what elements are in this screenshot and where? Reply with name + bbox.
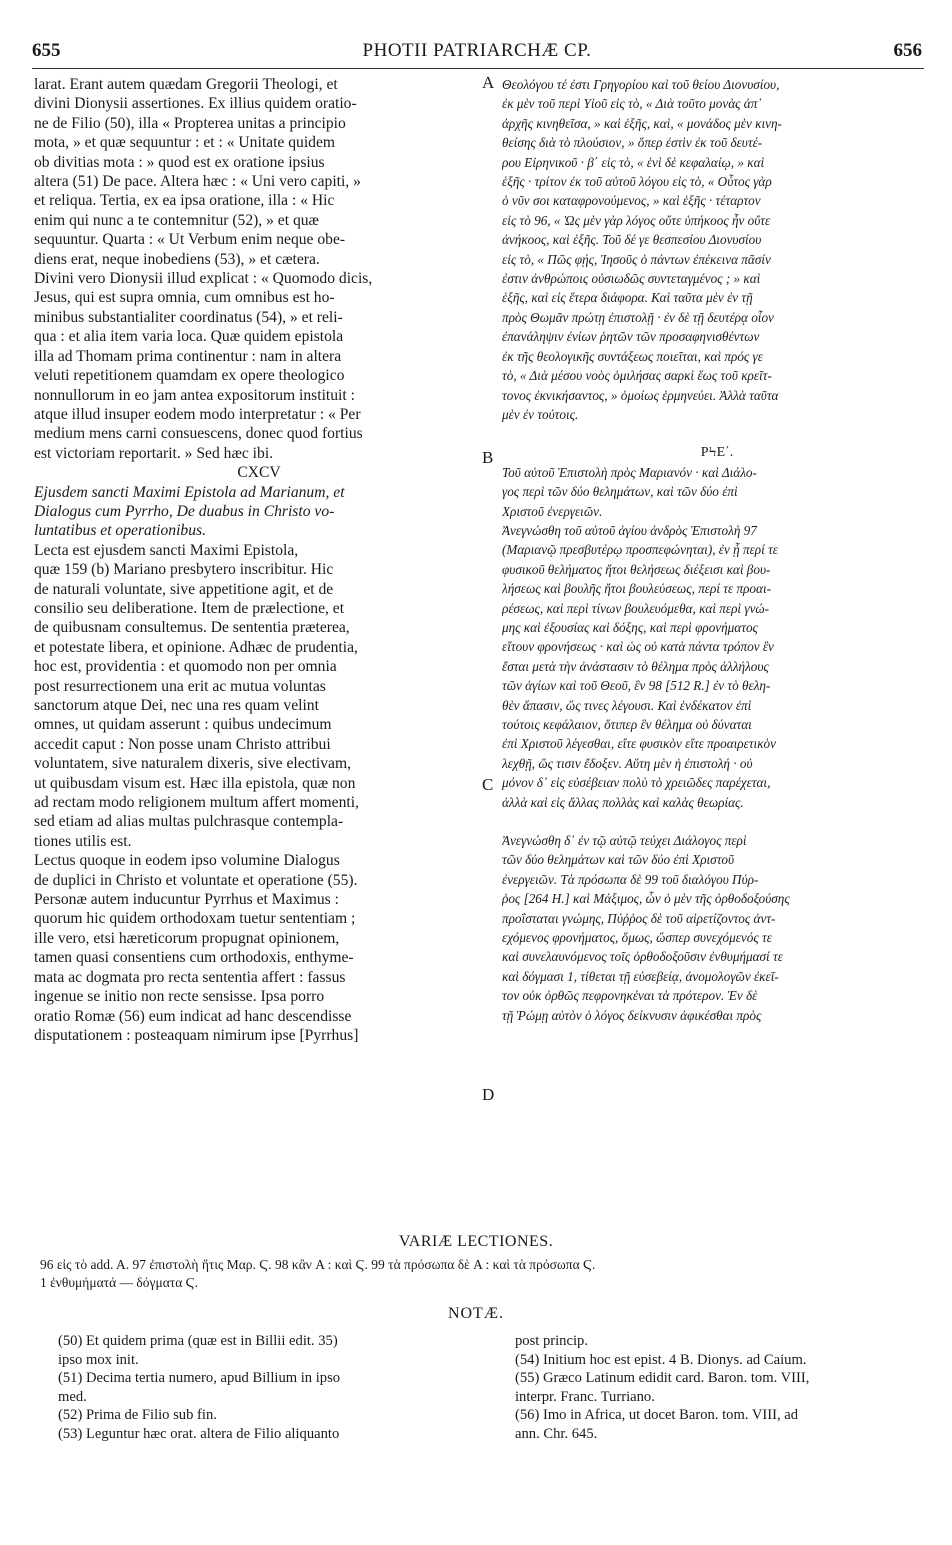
text-line: ἀρχῆς κινηθεῖσα, » καὶ ἑξῆς, καὶ, « μονάδος μὲν κινη- xyxy=(502,115,782,131)
notes-right-column xyxy=(515,1332,925,1444)
text-line: mota, » et quæ sequuntur : et : « Unitate quidem xyxy=(34,134,335,152)
text-line: et reliqua. Tertia, ex ea ipsa oratione, illa : « Hic xyxy=(34,192,335,210)
margin-marker-a: A xyxy=(482,73,495,92)
text-line: μὲν ἐν τούτοις. xyxy=(502,406,579,422)
text-line: sed etiam ad alias multas pulchrasque contempla- xyxy=(34,813,344,831)
text-line: diens erat, neque inobediens (53), » et cætera. xyxy=(34,250,320,268)
text-line: quæ 159 (b) Mariano presbytero inscribitur. Hic xyxy=(34,561,334,579)
greek-section-number: ΡϞΕ΄. xyxy=(700,445,734,461)
text-line: ἑξῆς · τρίτον ἐκ τοῦ αὐτοῦ λόγου εἰς τὸ, « Οὗτος γὰρ xyxy=(502,174,772,190)
text-line: ρέσεως, καὶ περὶ τίνων βουλευόμεθα, καὶ περὶ γνώ- xyxy=(502,600,770,616)
text-line: Ἀνεγνώσθη τοῦ αὐτοῦ ἁγίου ἀνδρὸς Ἐπιστολὴ 97 xyxy=(502,522,757,538)
text-line: εἰς τὸ 96, « Ὡς μὲν γὰρ λόγος οὔτε ὑπήκοος ἦν οὔτε xyxy=(502,212,771,228)
note-line: interpr. Franc. Turriano. xyxy=(515,1388,655,1405)
greek-section-heading xyxy=(502,463,932,521)
text-line: ἀλλὰ καὶ εἰς ἄλλας πολλὰς καὶ καλὰς θεωρίας. xyxy=(502,794,744,810)
text-line: προΐσταται γνώμης, Πύῤῥος δὲ τοῦ αἱρετίζοντος ἀντ- xyxy=(502,910,776,926)
text-line: (Μαριανῷ πρεσβυτέρῳ προσπεφώνηται), ἐν ᾗ περί τε xyxy=(502,542,779,558)
text-line: ἔσται μετὰ τὴν ἀνάστασιν τὸ θέλημα πρὸς ἀλλήλους xyxy=(502,658,769,674)
text-line: et potestate libera, et opinione. Adhæc de prudentia, xyxy=(34,638,358,656)
text-line: Divini vero Dionysii illud explicat : « Quomodo dicis, xyxy=(34,270,373,288)
note-line: ann. Chr. 645. xyxy=(515,1425,598,1442)
text-line: altera (51) De pace. Altera hæc : « Uni vero capiti, » xyxy=(34,173,361,191)
text-line: ἑξῆς, καὶ εἰς ἕτερα διάφορα. Καὶ ταῦτα μὲν ἐν τῇ xyxy=(502,290,753,306)
variae-lectiones-heading: VARIÆ LECTIONES. xyxy=(398,1233,554,1250)
text-line: ad rectam modo religionem multum affert momenti, xyxy=(34,794,359,812)
text-line: hoc est, providentia : et quomodo non per omnia xyxy=(34,658,337,676)
text-line: de naturali voluntate, sive appetitione agit, et de xyxy=(34,580,334,598)
text-line: nonnullorum in eo jam antea expositorum instituit : xyxy=(34,386,355,404)
text-line: θὲν ἅπασιν, ὥς τινες λέγουσι. Καὶ ἑνδέκατον ἐπὶ xyxy=(502,697,752,713)
text-line: de quibusnam consultemus. De sententia præterea, xyxy=(34,619,350,637)
text-line: τῇ Ῥώμῃ αὐτὸν ὁ λόγος δείκνυσιν ἀφικέσθαι πρὸς xyxy=(502,1007,762,1023)
text-line: ἐστιν ἀνθρώποις οὐσιωδῶς συντεταγμένος ; » καὶ xyxy=(502,271,761,287)
running-title: PHOTII PATRIARCHÆ CP. xyxy=(362,40,592,61)
text-line: ille vero, etsi hæreticorum propugnat opinionem, xyxy=(34,929,340,947)
text-line: Θεολόγου τέ ἐστι Γρηγορίου καὶ τοῦ θείου Διονυσίου, xyxy=(502,77,780,92)
text-line: θείσης διὰ τὸ πλούσιον, » ὅπερ ἐστὶν ἐκ τοῦ δευτέ- xyxy=(502,135,763,151)
text-line: voluntatem, sive naturalem dixeris, sive electivam, xyxy=(34,755,351,773)
text-line: ingenue se initio non recte sensisse. Ipsa porro xyxy=(34,988,325,1006)
note-line: (55) Græco Latinum edidit card. Baron. tom. VIII, xyxy=(515,1370,810,1387)
text-line: Lectus quoque in eodem ipso volumine Dialogus xyxy=(34,852,340,870)
margin-marker-c: C xyxy=(482,775,494,794)
text-line: καὶ συνελαυνόμενος τοῖς ὀρθοδοξοῦσιν ἐνθυμήμασί τε xyxy=(502,949,783,965)
text-line: mata ac dogmata pro recta sententia affert : fassus xyxy=(34,968,346,986)
text-line: de duplici in Christo et voluntate et operatione (55). xyxy=(34,871,358,889)
text-line: ob divitias mota : » quod est ex oratione ipsius xyxy=(34,153,325,171)
text-line: πρὸς Θωμᾶν πρώτῃ ἐπιστολῇ · ἐν δὲ τῇ δευτέρᾳ οἷον xyxy=(502,309,774,325)
heading-line: Dialogus cum Pyrrho, De duabus in Christo vo- xyxy=(34,502,335,520)
margin-marker-d: D xyxy=(482,1085,495,1104)
text-line: veluti repetitionem quamdam ex opere theologico xyxy=(34,367,345,385)
note-line: (51) Decima tertia numero, apud Billium in ipso xyxy=(58,1370,341,1387)
text-line: atque illud insuper eodem modo interpretatur : « Per xyxy=(34,405,361,423)
text-line: τονος ἐκνικήσαντος, » ὁμοίως ἑρμηνεύει. Ἀλλὰ ταῦτα xyxy=(502,387,779,403)
text-line: λεχθῇ, ὥς τισιν ἔδοξεν. Αὕτη μὲν ἡ ἐπιστολή · οὐ xyxy=(502,755,753,771)
text-line: disputationem : posteaquam nimirum ipse [Pyrrhus] xyxy=(34,1026,359,1044)
greek-column xyxy=(502,75,932,1025)
text-line: minibus substantialiter coordinatus (54), » et reli- xyxy=(34,308,343,326)
page-number-right: 656 xyxy=(893,40,922,61)
text-line: ut quibusdam visum est. Hæc illa epistola, quæ non xyxy=(34,774,356,792)
margin-marker-b: B xyxy=(482,448,494,467)
variae-lectiones xyxy=(40,1256,920,1292)
heading-line: γος περὶ τῶν δύο θελημάτων, καὶ τῶν δύο ἐπὶ xyxy=(502,484,738,500)
note-line: (53) Leguntur hæc orat. altera de Filio aliquanto xyxy=(58,1425,340,1442)
text-line: ἐκ τῆς θεολογικῆς συντάξεως ποιεῖται, καὶ πρός γε xyxy=(502,348,763,364)
text-line: εἰς τὸ, « Πῶς φῄς, Ἰησοῦς ὁ πάντων ἐπέκεινα πᾶσίν xyxy=(502,251,771,267)
text-line: medium mens carni consuescens, donec quod fortius xyxy=(34,425,363,443)
latin-text-block-2 xyxy=(34,541,484,1046)
text-line: divini Dionysii assertiones. Ex illius quidem oratio- xyxy=(34,95,357,113)
text-line: sanctorum atque Dei, nec una res quam velint xyxy=(34,697,319,714)
variant-line: 96 εἰς τὸ add. A. 97 ἐπιστολὴ ἥτις Μαρ. Ϛ. 98 κἂν A : καὶ Ϛ. 99 τὰ πρόσωπα δὲ A : καὶ τὰ πρόσωπα Ϛ. xyxy=(40,1257,596,1272)
text-line: illa ad Thomam prima continentur : nam in altera xyxy=(34,347,342,365)
text-line: post resurrectionem una erit ac mutua voluntas xyxy=(34,677,326,695)
greek-text-block-2 xyxy=(502,521,932,812)
heading-line: Τοῦ αὐτοῦ Ἐπιστολὴ πρὸς Μαριανόν · καὶ Διάλο- xyxy=(502,464,757,480)
heading-line: luntatibus et operationibus. xyxy=(34,522,206,540)
text-line: τον οὐκ ὀρθῶς πεφρονηκέναι τὰ πρότερον. Ἐν δὲ xyxy=(502,988,758,1004)
text-line: sequuntur. Quarta : « Ut Verbum enim neque obe- xyxy=(34,231,346,249)
note-line: (50) Et quidem prima (quæ est in Billii edit. 35) xyxy=(58,1333,338,1349)
text-line: καὶ δόγμασι 1, τίθεται τῇ εὐσεβείᾳ, ἀνομολογῶν ἐκεῖ- xyxy=(502,968,779,984)
text-line: τῶν ἁγίων καὶ τοῦ Θεοῦ, ἓν 98 [512 R.] ἐν τὸ θελη- xyxy=(502,678,771,694)
heading-line: Ejusdem sancti Maximi Epistola ad Marianum, et xyxy=(34,483,345,501)
note-line: med. xyxy=(58,1388,87,1405)
note-line: (56) Imo in Africa, ut docet Baron. tom. VIII, ad xyxy=(515,1407,799,1424)
text-line: Jesus, qui est supra omnia, cum omnibus est ho- xyxy=(34,289,335,307)
notes-left-column xyxy=(58,1332,478,1444)
latin-column xyxy=(34,75,484,1045)
text-line: εἴτουν φρονήσεως · καὶ ὡς οὐ κατὰ πάντα τρόπον ἓν xyxy=(502,639,774,655)
text-line: τὸ, « Διὰ μέσου νοὸς ὁμιλήσας σαρκὶ ἕως τοῦ κρεῖτ- xyxy=(502,368,772,384)
text-line: Personæ autem inducuntur Pyrrhus et Maximus : xyxy=(34,891,339,909)
running-header xyxy=(32,40,922,66)
text-line: ἐκ μὲν τοῦ περὶ Υἱοῦ εἰς τὸ, « Διὰ τοῦτο μονὰς ἀπ᾿ xyxy=(502,96,762,112)
text-line: est victoriam reportarit. » Sed hæc ibi. xyxy=(34,444,274,462)
latin-section-number: CXCV xyxy=(237,464,281,482)
text-line: tiones utilis est. xyxy=(34,832,132,850)
text-line: larat. Erant autem quædam Gregorii Theologi, et xyxy=(34,76,338,93)
text-line: φυσικοῦ θελήματος ἤτοι θελήσεως διέξεισι καὶ βου- xyxy=(502,561,771,577)
page-number-left: 655 xyxy=(32,40,61,61)
text-line: ne de Filio (50), illa « Propterea unitas a principio xyxy=(34,114,346,132)
note-line: post princip. xyxy=(515,1333,588,1349)
text-line: λήσεως καὶ βουλῆς ἤτοι βουλεύσεως, περί τε προαι- xyxy=(502,581,772,597)
text-line: ἐνεργειῶν. Τὰ πρόσωπα δὲ 99 τοῦ διαλόγου Πύρ- xyxy=(502,871,759,887)
variant-line: 1 ἐνθυμήματά — δόγματα Ϛ. xyxy=(40,1275,199,1290)
text-line: ρου Εἰρηνικοῦ · β΄ εἰς τὸ, « ἑνὶ δὲ κεφαλαίῳ, » καὶ xyxy=(502,154,765,170)
text-line: ἐπανάληψιν ἐνίων ῥητῶν τῶν προσαφηνισθέντων xyxy=(502,329,760,345)
notae-heading: NOTÆ. xyxy=(447,1305,505,1322)
text-line: tamen quasi consentiens cum orthodoxis, enthyme- xyxy=(34,949,354,967)
heading-line: Χριστοῦ ἐνεργειῶν. xyxy=(502,503,603,519)
text-line: ἐπὶ Χριστοῦ λέγεσθαι, εἴτε φυσικὸν εἴτε προαιρετικὸν xyxy=(502,736,776,752)
text-line: Ἀνεγνώσθη δ᾿ ἐν τῷ αὐτῷ τεύχει Διάλογος περὶ xyxy=(502,833,747,849)
text-line: enim qui nunc a te contemnitur (52), » et quæ xyxy=(34,211,319,229)
text-line: oratio Romæ (56) eum indicat ad hanc descendisse xyxy=(34,1007,352,1025)
text-line: ῥος [264 H.] καὶ Μάξιμος, ὧν ὁ μὲν τῆς ὀρθοδοξούσης xyxy=(502,891,790,907)
text-line: μης καὶ ἐξουσίας καὶ δόξης, καὶ περὶ φρονήματος xyxy=(502,619,758,635)
text-line: ἀνήκοος, καὶ ἑξῆς. Τοῦ δέ γε θεσπεσίου Διονυσίου xyxy=(502,232,762,248)
text-line: qua : et alia item varia loca. Quæ quidem epistola xyxy=(34,328,344,346)
text-line: consilio seu deliberatione. Item de prælectione, et xyxy=(34,599,345,617)
latin-text-block-1 xyxy=(34,75,484,463)
text-line: τῶν δύο θελημάτων καὶ τῶν δύο ἐπὶ Χριστοῦ xyxy=(502,852,735,868)
note-line: (54) Initium hoc est epist. 4 B. Dionys. ad Caium. xyxy=(515,1351,807,1368)
header-rule xyxy=(32,68,924,69)
text-line: accedit caput : Non posse unam Christo attribui xyxy=(34,735,331,753)
latin-section-heading xyxy=(34,483,484,541)
text-line: μόνον δ᾿ εἰς εὐσέβειαν πολὺ τὸ χρειῶδες παρέχεται, xyxy=(502,775,771,791)
text-line: quorum hic quidem orthodoxam tuetur sententiam ; xyxy=(34,910,356,928)
text-line: τούτοις κεφάλαιον, ὅτιπερ ἓν θέλημα οὐ δύναται xyxy=(502,717,752,732)
text-line: Lecta est ejusdem sancti Maximi Epistola, xyxy=(34,541,299,559)
note-line: ipso mox init. xyxy=(58,1351,139,1368)
note-line: (52) Prima de Filio sub fin. xyxy=(58,1407,217,1424)
text-line: omnes, ut quidam asserunt : quibus undecimum xyxy=(34,716,332,734)
greek-text-block-1 xyxy=(502,75,932,424)
text-line: ὁ νῦν σοι καταφρονούμενος, » καὶ ἑξῆς · τέταρτον xyxy=(502,193,761,209)
greek-text-block-3 xyxy=(502,831,932,1025)
text-line: εχόμενος φρονήματος, ὅμως, ὥσπερ συνεχόμενός τε xyxy=(502,930,772,946)
